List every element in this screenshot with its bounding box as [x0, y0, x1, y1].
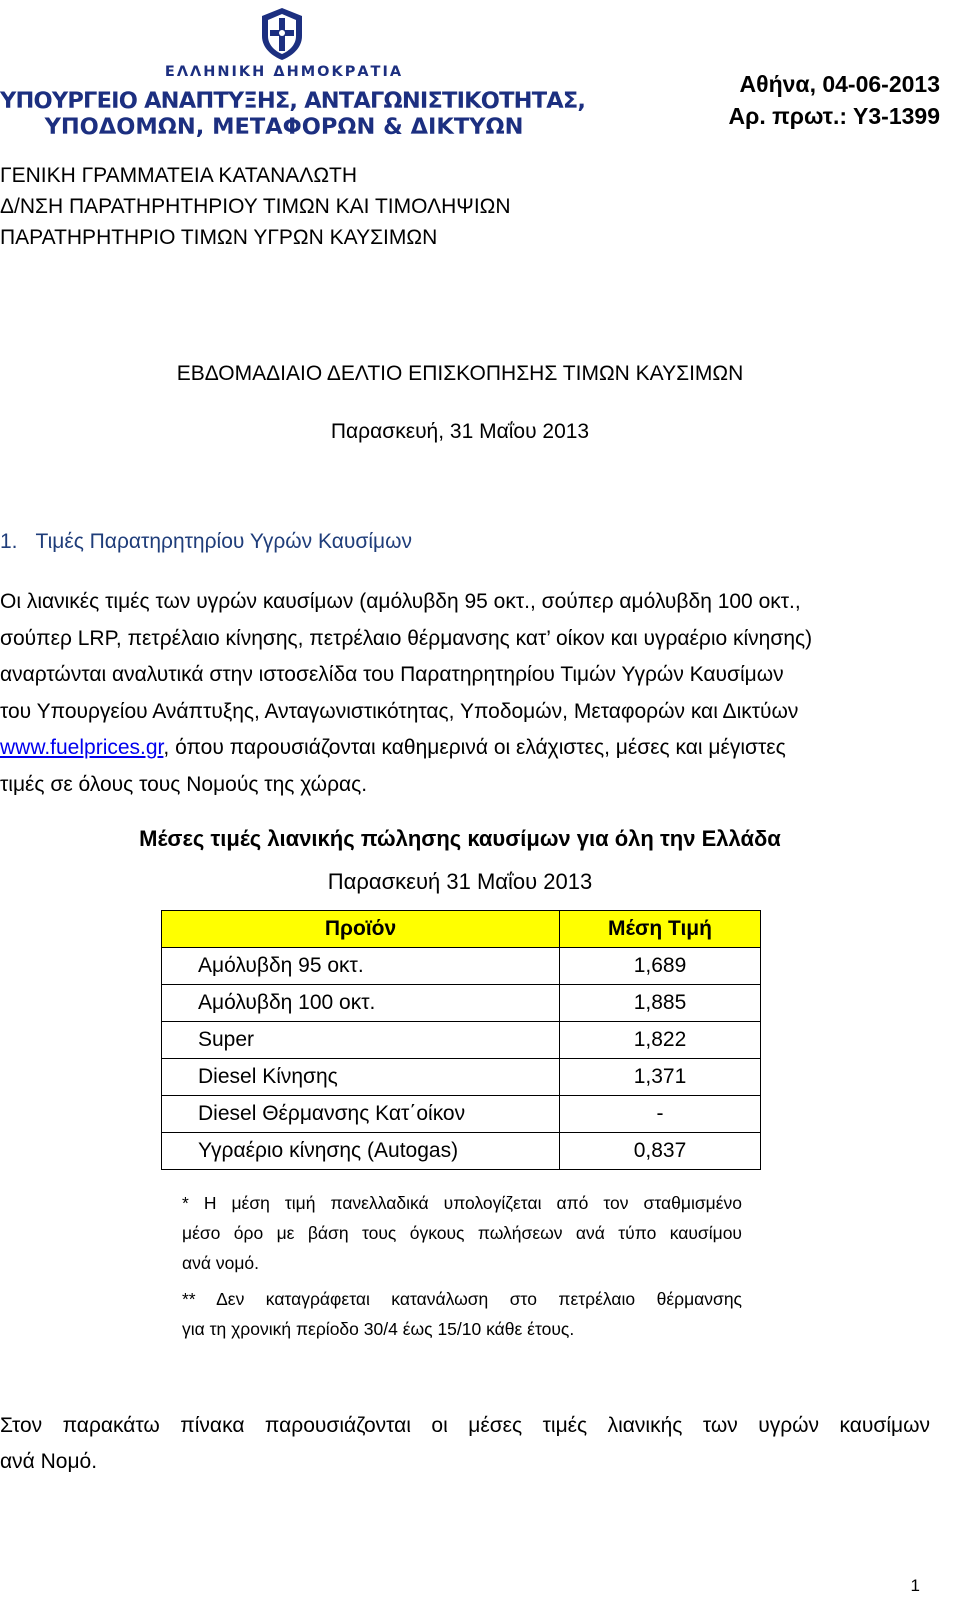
department-block	[0, 160, 511, 253]
product-cell: Diesel Θέρμανσης Κατ΄οίκον	[162, 1096, 560, 1133]
department-line: ΓΕΝΙΚΗ ΓΡΑΜΜΑΤΕΙΑ ΚΑΤΑΝΑΛΩΤΗ	[0, 164, 358, 187]
greek-emblem-icon	[256, 6, 308, 62]
footnote-weighted-average	[182, 1188, 742, 1278]
footer-line: ανά Νομό.	[0, 1450, 98, 1473]
table-row	[162, 1096, 761, 1133]
table-header-row	[162, 911, 761, 948]
fuelprices-link[interactable]: www.fuelprices.gr	[0, 736, 164, 759]
intro-paragraph	[0, 584, 930, 803]
column-header-price: Μέση Τιμή	[560, 911, 761, 948]
document-date: Αθήνα, 04-06-2013	[739, 71, 940, 97]
column-header-product: Προϊόν	[162, 911, 560, 948]
section-title: Τιμές Παρατηρητηρίου Υγρών Καυσίμων	[35, 530, 413, 553]
product-cell: Diesel Κίνησης	[162, 1059, 560, 1096]
table-row	[162, 948, 761, 985]
section-heading	[0, 530, 412, 554]
price-cell: 1,885	[560, 985, 761, 1022]
ministry-name-line2: ΥΠΟΔΟΜΩΝ, ΜΕΤΑΦΟΡΩΝ & ΔΙΚΤΥΩΝ	[44, 114, 524, 140]
table-row	[162, 1133, 761, 1170]
prefecture-table-intro	[0, 1408, 930, 1480]
table-row	[162, 985, 761, 1022]
paragraph-line: του Υπουργείου Ανάπτυξης, Ανταγωνιστικότητας, Υποδομών, Μεταφορών και Δικτύων	[0, 699, 799, 723]
product-cell: Υγραέριο κίνησης (Autogas)	[162, 1133, 560, 1170]
note-line: * Η μέση τιμή πανελλαδικά υπολογίζεται από τον σταθμισμένο	[182, 1193, 742, 1213]
table-date: Παρασκευή 31 Μαΐου 2013	[327, 869, 593, 894]
product-cell: Αμόλυβδη 95 οκτ.	[162, 948, 560, 985]
paragraph-line: σούπερ LRP, πετρέλαιο κίνησης, πετρέλαιο θέρμανσης κατ’ οίκον και υγραέριο κίνησης)	[0, 626, 813, 650]
price-cell: 1,371	[560, 1059, 761, 1096]
price-cell: 1,689	[560, 948, 761, 985]
ministry-name	[0, 88, 586, 140]
page-number: 1	[910, 1576, 920, 1595]
price-cell: 0,837	[560, 1133, 761, 1170]
republic-label: ΕΛΛΗΝΙΚΗ ΔΗΜΟΚΡΑΤΙΑ	[164, 64, 404, 80]
table-title: Μέσες τιμές λιανικής πώλησης καυσίμων για όλη την Ελλάδα	[139, 826, 781, 851]
paragraph-line	[0, 730, 930, 767]
note-line: ανά νομό.	[182, 1253, 260, 1273]
paragraph-line: τιμές σε όλους τους Νομούς της χώρας.	[0, 772, 368, 796]
product-cell: Super	[162, 1022, 560, 1059]
note-line: μέσο όρο με βάση τους όγκους πωλήσεων ανά τύπο καυσίμου	[182, 1223, 742, 1243]
section-number: 1.	[0, 530, 18, 553]
document-date-block	[729, 68, 941, 132]
note-line: ** Δεν καταγράφεται κατανάλωση στο πετρέλαιο θέρμανσης	[182, 1289, 742, 1309]
average-prices-table	[161, 910, 761, 1170]
product-cell: Αμόλυβδη 100 οκτ.	[162, 985, 560, 1022]
ministry-name-line1: ΥΠΟΥΡΓΕΙΟ ΑΝΑΠΤΥΞΗΣ, ΑΝΤΑΓΩΝΙΣΤΙΚΟΤΗΤΑΣ,	[0, 88, 586, 114]
bulletin-date: Παρασκευή, 31 Μαΐου 2013	[330, 420, 590, 443]
footnote-heating-oil	[182, 1284, 742, 1344]
protocol-number: Αρ. πρωτ.: Υ3-1399	[728, 103, 940, 129]
bulletin-title: ΕΒΔΟΜΑΔΙΑΙΟ ΔΕΛΤΙΟ ΕΠΙΣΚΟΠΗΣΗΣ ΤΙΜΩΝ ΚΑΥΣΙΜΩΝ	[176, 362, 744, 385]
footer-line: Στον παρακάτω πίνακα παρουσιάζονται οι μέσες τιμές λιανικής των υγρών καυσίμων	[0, 1414, 930, 1437]
table-row	[162, 1059, 761, 1096]
paragraph-line-rest: , όπου παρουσιάζονται καθημερινά οι ελάχιστες, μέσες και μέγιστες	[163, 736, 786, 759]
department-line: Δ/ΝΣΗ ΠΑΡΑΤΗΡΗΤΗΡΙΟΥ ΤΙΜΩΝ ΚΑΙ ΤΙΜΟΛΗΨΙΩΝ	[0, 195, 511, 218]
paragraph-line: αναρτώνται αναλυτικά στην ιστοσελίδα του Παρατηρητηρίου Τιμών Υγρών Καυσίμων	[0, 663, 784, 686]
price-cell: -	[560, 1096, 761, 1133]
table-row	[162, 1022, 761, 1059]
paragraph-line: Οι λιανικές τιμές των υγρών καυσίμων (αμόλυβδη 95 οκτ., σούπερ αμόλυβδη 100 οκτ.,	[0, 590, 801, 613]
price-cell: 1,822	[560, 1022, 761, 1059]
note-line: για τη χρονική περίοδο 30/4 έως 15/10 κάθε έτους.	[182, 1319, 575, 1339]
department-line: ΠΑΡΑΤΗΡΗΤΗΡΙΟ ΤΙΜΩΝ ΥΓΡΩΝ ΚΑΥΣΙΜΩΝ	[0, 226, 438, 249]
